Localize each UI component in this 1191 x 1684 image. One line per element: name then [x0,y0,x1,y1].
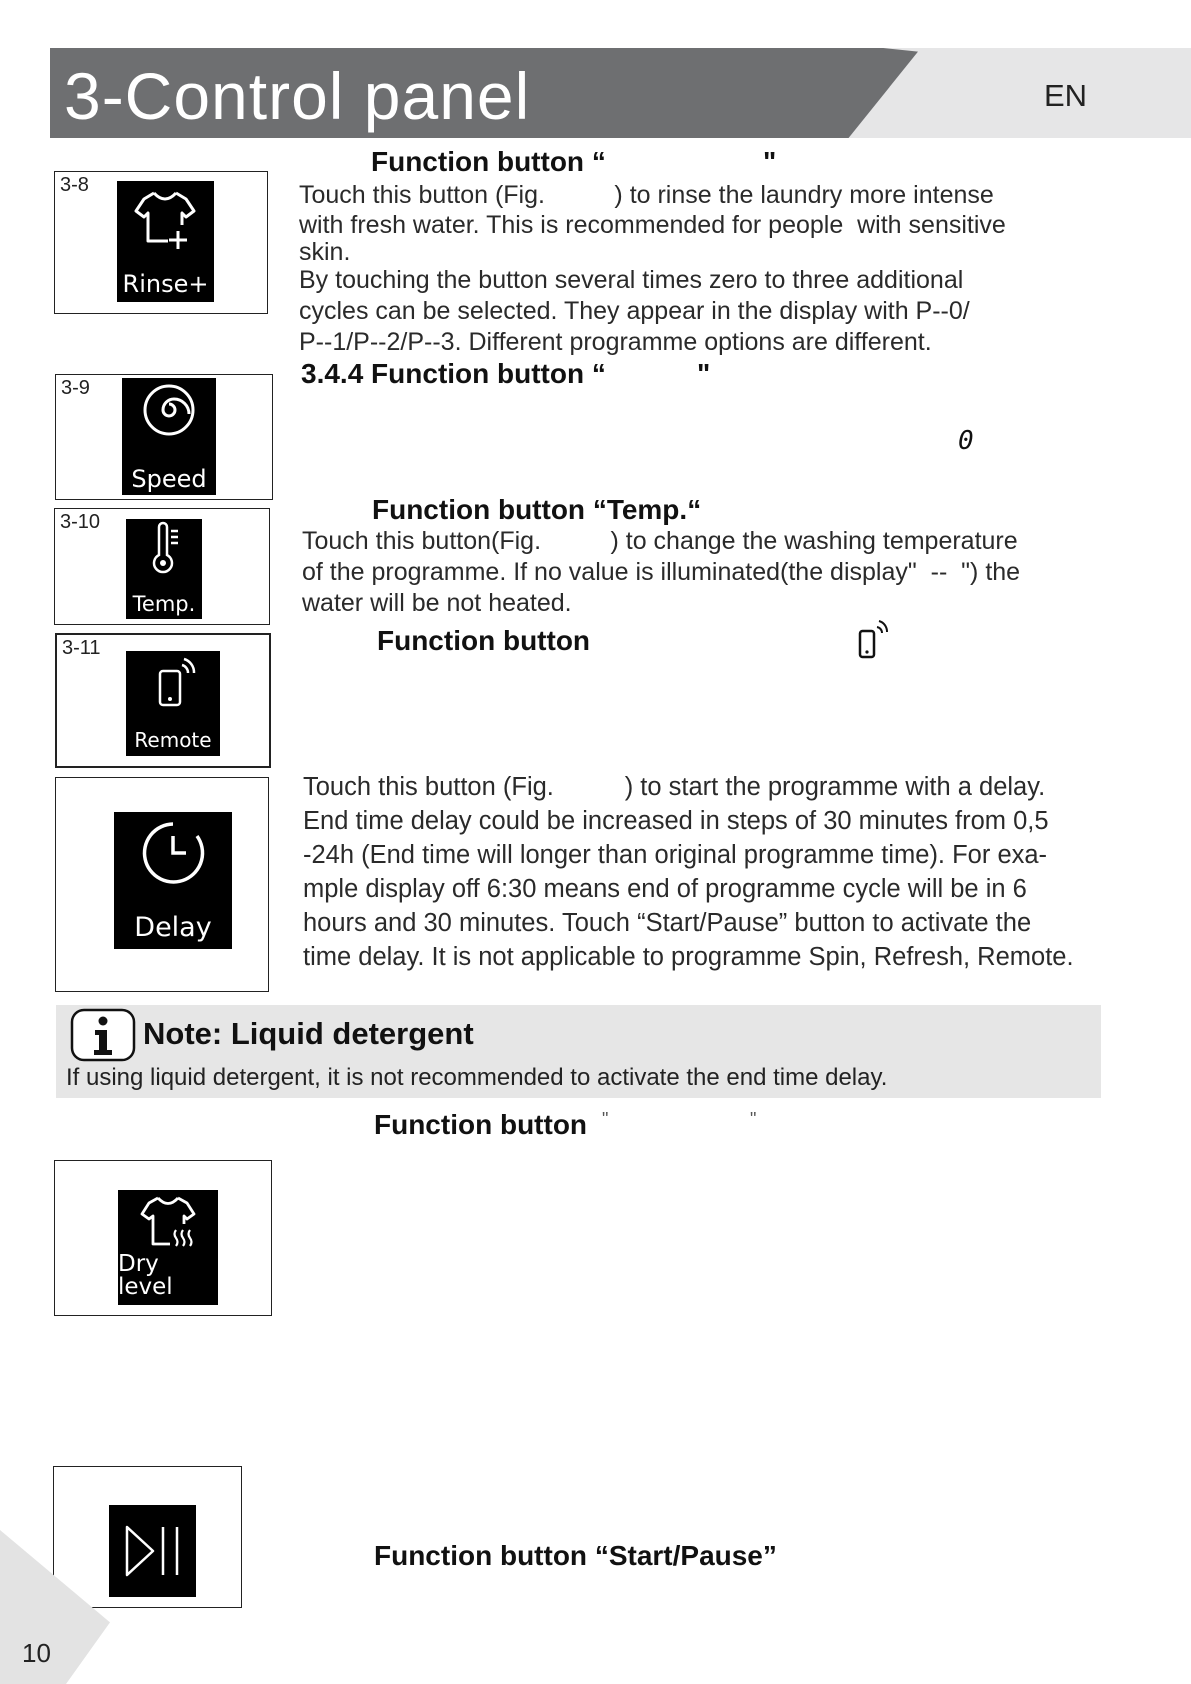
note-title: Note: Liquid detergent [143,1016,474,1051]
start-pause-button [109,1505,196,1597]
figure-temp [54,508,270,625]
rinse-heading: Function button “ " [371,146,777,177]
speed-heading: 3.4.4 Function button “ " [301,358,711,389]
language-label: EN [1044,78,1088,113]
speed-button [122,378,216,495]
delay-text: Touch this button (Fig. ) to start the programme with a delay. End time delay could be increased in steps of 30 minutes from 0,5 -24h (End time will longer than original programme time). For exa- mple display off 6:30 means end of programme cycle will be in 6 hours and 30 minutes. Touch “Start/Pause” button to activate the time delay. It is not applicable to programme Spin, Refresh, Remote. [303,773,1074,971]
display-character: 0 [958,426,974,456]
shirt-plus-icon [130,185,200,255]
page-number: 10 [22,1638,51,1668]
rinse-button [117,181,214,302]
shirt-heat-icon [138,1192,198,1252]
dry-level-label: Dry level [118,1251,173,1300]
temp-label: Temp. [132,592,196,616]
info-icon [70,1008,136,1062]
figure-speed [55,374,273,500]
figure-dry-level [54,1160,272,1316]
figure-delay [55,777,269,992]
dry-level-button [118,1190,218,1305]
delay-button [114,812,232,949]
speed-label: Speed [131,465,207,493]
spiral-icon [139,380,199,440]
rinse-label: Rinse+ [122,270,209,298]
delay-label: Delay [134,912,212,943]
remote-label: Remote [134,728,212,752]
temp-heading: Function button “Temp.“ [372,494,702,525]
figure-remote [55,633,271,768]
page-title: 3-Control panel [64,59,531,133]
remote-button [126,651,220,756]
figure-number: 3-9 [61,377,90,399]
figure-rinse [54,171,268,314]
thermometer-icon [145,521,185,577]
temp-text: Touch this button(Fig. ) to change the washing temperature of the programme. If no value is illuminated(the display" -- ") the water will be not heated. [302,527,1021,617]
note-text: If using liquid detergent, it is not recommended to activate the end time delay. [66,1064,888,1091]
temp-button [126,519,202,619]
phone-signal-icon [148,655,202,711]
rinse-text: Touch this button (Fig. ) to rinse the laundry more intense with fresh water. This is recommended for people with sensitive skin. By touching the button several times zero to three additional cycles can be selected. They appear in the display with P--0/ P--1/P--2/P--3. Different programme options are different. [299,181,1006,356]
clock-icon [138,818,208,888]
play-pause-icon [123,1521,183,1581]
figure-number: 3-10 [60,511,101,533]
figure-start-pause [53,1466,242,1608]
remote-heading: Function button [377,625,591,656]
figure-number: 3-11 [62,637,101,659]
dry-heading: Function button " " [374,1109,757,1140]
figure-number: 3-8 [60,174,89,196]
start-pause-heading: Function button “Start/Pause” [374,1540,777,1571]
phone-signal-icon [856,619,892,663]
